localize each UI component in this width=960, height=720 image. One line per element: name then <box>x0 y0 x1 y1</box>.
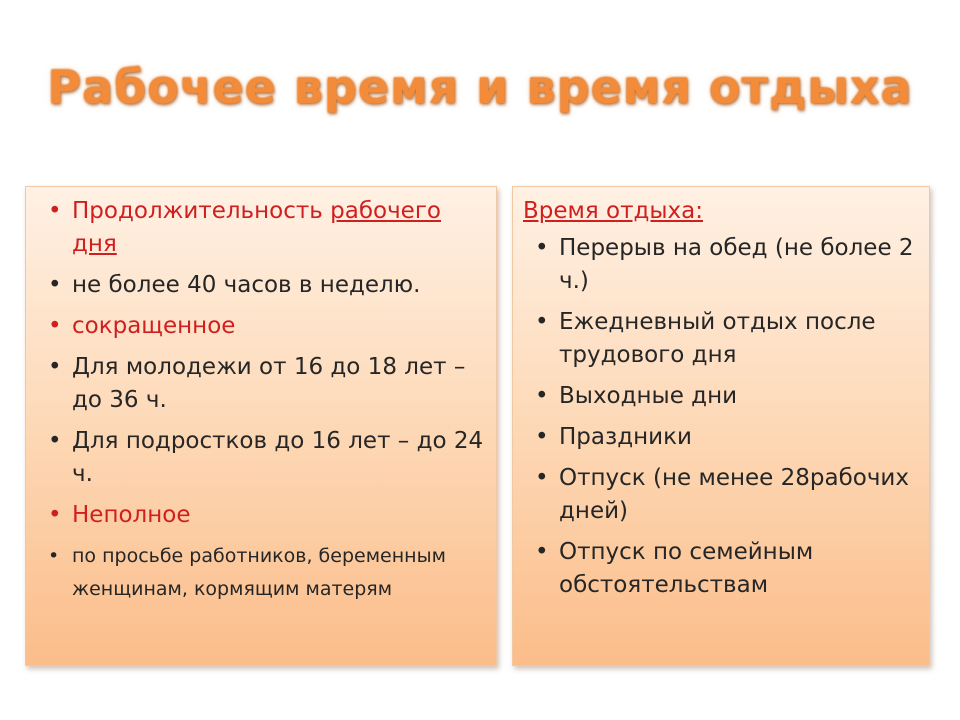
list-item: • Неполное <box>48 499 486 532</box>
list-item <box>48 195 486 261</box>
item-text: Продолжительность <box>72 198 331 224</box>
list-item: • Ежедневный отдых после трудового дня <box>535 306 919 372</box>
list-item: • Праздники <box>535 421 919 454</box>
list-item: • по просьбе работников, беременным женщинам, кормящим матерям <box>48 540 486 606</box>
working-time-list <box>48 195 486 606</box>
working-time-panel <box>25 186 497 666</box>
list-item: • Отпуск по семейным обстоятельствам <box>535 536 919 602</box>
list-item: • не более 40 часов в неделю. <box>48 269 486 302</box>
working-day-link[interactable]: рабочего дня <box>72 198 441 257</box>
rest-time-list <box>535 232 919 602</box>
rest-heading-text: Время отдыха: <box>523 198 704 224</box>
list-item: • Для молодежи от 16 до 18 лет – до 36 ч. <box>48 351 486 417</box>
rest-heading <box>523 195 919 228</box>
slide-title: Рабочее время и время отдыха <box>47 60 913 114</box>
list-item: • сокращенное <box>48 310 486 343</box>
rest-time-panel <box>512 186 930 666</box>
list-item: • Отпуск (не менее 28рабочих дней) <box>535 462 919 528</box>
list-item: • Выходные дни <box>535 380 919 413</box>
list-item: • Перерыв на обед (не более 2 ч.) <box>535 232 919 298</box>
list-item: • Для подростков до 16 лет – до 24 ч. <box>48 425 486 491</box>
